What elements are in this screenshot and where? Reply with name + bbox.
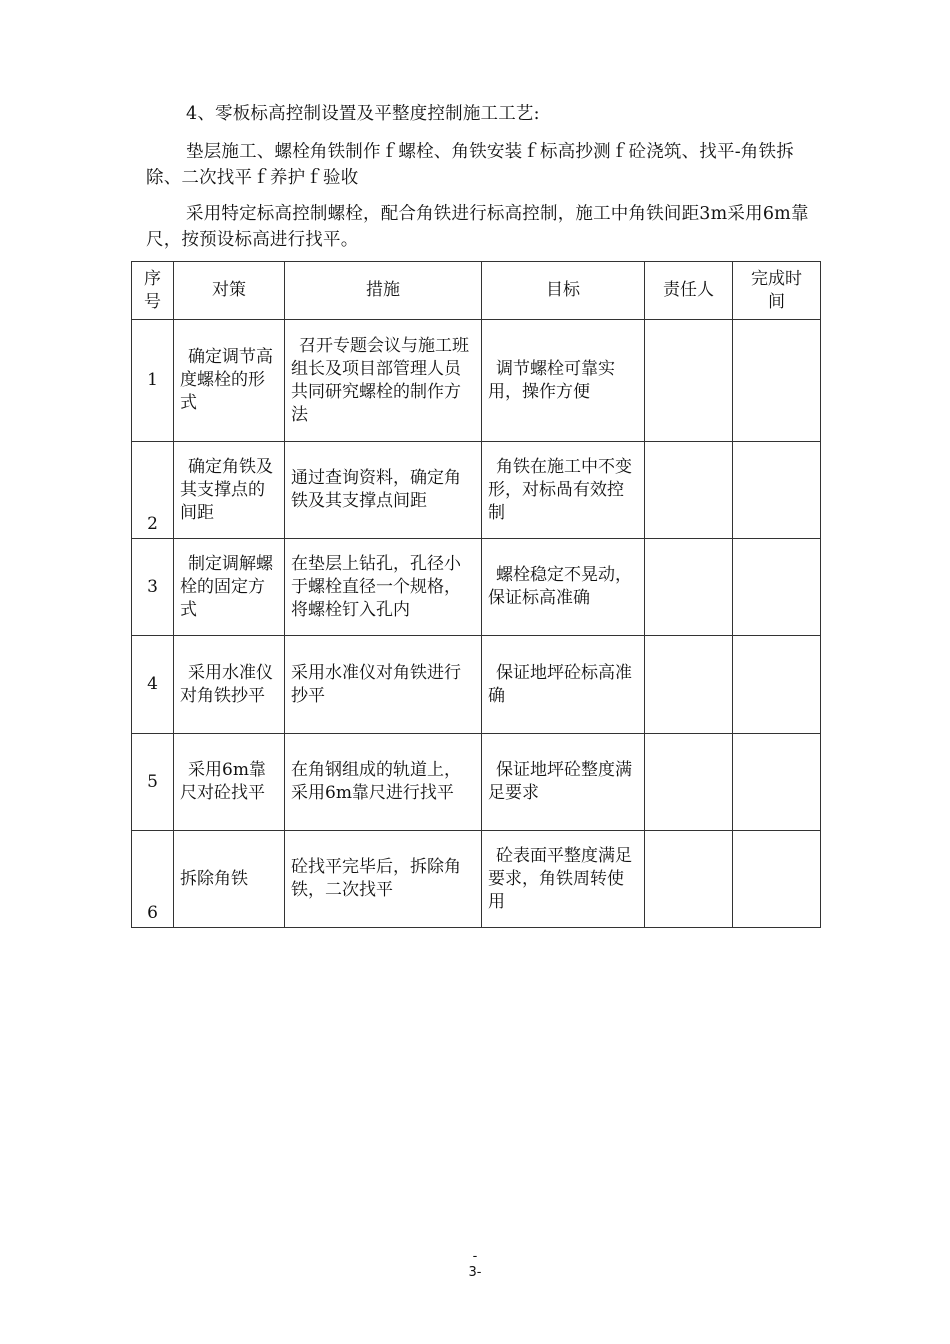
row-deadline: [733, 320, 821, 442]
page-number: 3-: [468, 1265, 482, 1280]
header-target: 目标: [482, 262, 645, 320]
row-deadline: [733, 636, 821, 734]
table-row: [132, 320, 821, 442]
row-measure: 通过查询资料，确定角铁及其支撑点间距: [285, 442, 482, 539]
process-flow-paragraph: 垫层施工、螺栓角铁制作ｆ螺栓、角铁安装ｆ标高抄测ｆ砼浇筑、找平-角铁拆除、二次找平ｆ养护ｆ验收: [146, 142, 794, 188]
section-heading: 4、零板标高控制设置及平整度控制施工工艺:: [186, 104, 540, 124]
table-header-row: [132, 262, 821, 320]
row-owner: [645, 831, 733, 928]
row-target: 保证地坪砼标高准确: [482, 636, 645, 734]
header-no: 序号: [132, 262, 174, 320]
row-number: 5: [132, 734, 174, 831]
row-measure: 砼找平完毕后，拆除角铁，二次找平: [285, 831, 482, 928]
header-strategy: 对策: [174, 262, 285, 320]
row-strategy: 采用水准仪对角铁抄平: [174, 636, 285, 734]
table-row: [132, 442, 821, 539]
header-measure: 措施: [285, 262, 482, 320]
row-owner: [645, 734, 733, 831]
row-deadline: [733, 831, 821, 928]
row-strategy: 采用6m靠尺对砼找平: [174, 734, 285, 831]
row-number: 1: [132, 320, 174, 442]
row-strategy: 确定调节高度螺栓的形式: [174, 320, 285, 442]
row-measure: 召开专题会议与施工班组长及项目部管理人员共同研究螺栓的制作方法: [285, 320, 482, 442]
row-target: 调节螺栓可靠实用，操作方便: [482, 320, 645, 442]
table-row: [132, 831, 821, 928]
measures-table: [131, 261, 821, 928]
row-measure: 采用水准仪对角铁进行抄平: [285, 636, 482, 734]
row-target: 保证地坪砼整度满足要求: [482, 734, 645, 831]
row-owner: [645, 320, 733, 442]
row-strategy: 确定角铁及其支撑点的间距: [174, 442, 285, 539]
row-deadline: [733, 734, 821, 831]
header-deadline: 完成时间: [733, 262, 821, 320]
row-measure: 在垫层上钻孔，孔径小于螺栓直径一个规格，将螺栓钉入孔内: [285, 539, 482, 636]
method-paragraph: 采用特定标高控制螺栓，配合角铁进行标高控制，施工中角铁间距3m采用6m靠尺，按预设标高进行找平。: [146, 204, 809, 250]
header-owner: 责任人: [645, 262, 733, 320]
row-owner: [645, 539, 733, 636]
row-strategy: 制定调解螺栓的固定方式: [174, 539, 285, 636]
row-number: 6: [132, 831, 174, 928]
row-number: 4: [132, 636, 174, 734]
row-number: 2: [132, 442, 174, 539]
row-target: 角铁在施工中不变形，对标咼有效控制: [482, 442, 645, 539]
table-row: [132, 636, 821, 734]
row-measure: 在角钢组成的轨道上，采用6m靠尺进行找平: [285, 734, 482, 831]
row-strategy: 拆除角铁: [174, 831, 285, 928]
row-number: 3: [132, 539, 174, 636]
row-deadline: [733, 442, 821, 539]
row-owner: [645, 636, 733, 734]
row-owner: [645, 442, 733, 539]
row-deadline: [733, 539, 821, 636]
table-row: [132, 734, 821, 831]
row-target: 螺栓稳定不晃动，保证标高准确: [482, 539, 645, 636]
table-row: [132, 539, 821, 636]
page-number-dash: -: [472, 1249, 478, 1264]
row-target: 砼表面平整度满足要求，角铁周转使用: [482, 831, 645, 928]
